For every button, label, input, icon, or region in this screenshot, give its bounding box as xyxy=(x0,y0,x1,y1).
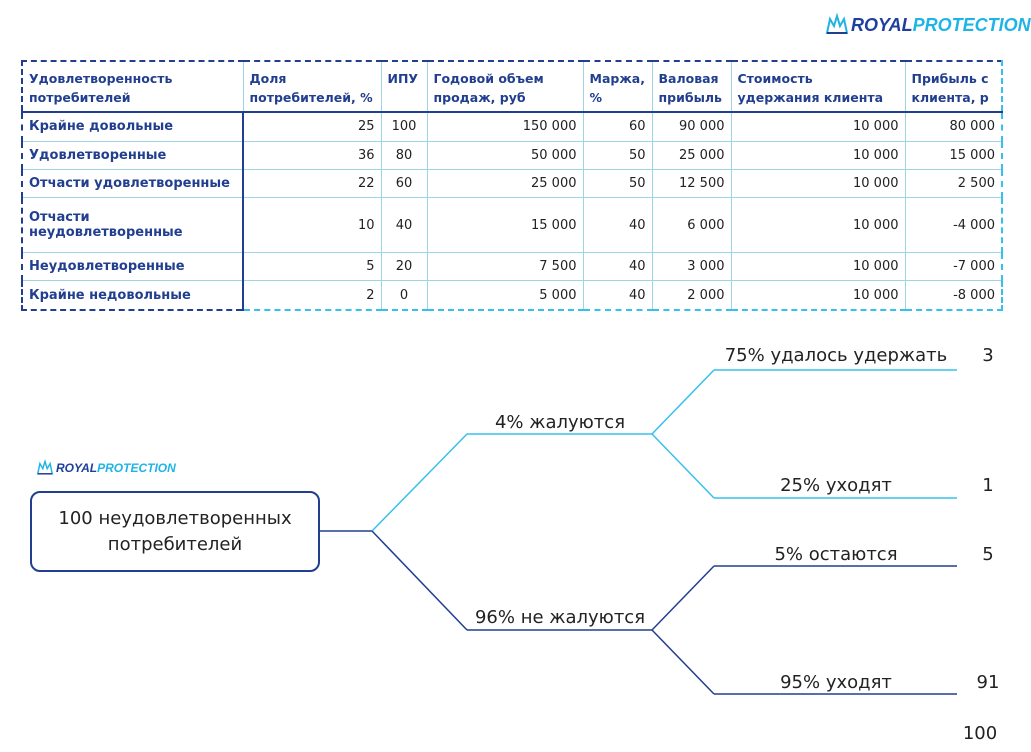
cell-margin: 40 xyxy=(583,281,652,310)
cell-share: 10 xyxy=(243,198,381,253)
row-label: Удовлетворенные xyxy=(22,141,243,169)
cell-gross-profit: 12 500 xyxy=(652,169,731,197)
cell-annual-sales: 150 000 xyxy=(427,112,583,141)
leaf-stay-label: 5% остаются xyxy=(774,544,898,565)
count-leave-2: 91 xyxy=(976,672,1000,693)
col-header-satisfaction: Удовлетворенность потребителей xyxy=(22,61,243,112)
cell-profit-per-client: -8 000 xyxy=(905,281,1002,310)
branch-complain-label: 4% жалуются xyxy=(494,412,626,433)
cell-margin: 60 xyxy=(583,112,652,141)
row-label: Крайне довольные xyxy=(22,112,243,141)
cell-gross-profit: 6 000 xyxy=(652,198,731,253)
row-label: Крайне недовольные xyxy=(22,281,243,310)
col-header-margin: Маржа, % xyxy=(583,61,652,112)
connector-root-to-complain xyxy=(372,434,467,531)
cell-annual-sales: 5 000 xyxy=(427,281,583,310)
row-label: Отчасти удовлетворенные xyxy=(22,169,243,197)
cell-annual-sales: 25 000 xyxy=(427,169,583,197)
col-header-share: Доля потребителей, % xyxy=(243,61,381,112)
cell-share: 36 xyxy=(243,141,381,169)
cell-ipu: 60 xyxy=(381,169,427,197)
cell-margin: 40 xyxy=(583,253,652,281)
connector-nocomplain-to-leave xyxy=(652,630,714,694)
cell-profit-per-client: -7 000 xyxy=(905,253,1002,281)
cell-gross-profit: 90 000 xyxy=(652,112,731,141)
cell-ipu: 0 xyxy=(381,281,427,310)
count-total: 100 xyxy=(962,723,998,744)
cell-retention-cost: 10 000 xyxy=(731,112,905,141)
cell-retention-cost: 10 000 xyxy=(731,169,905,197)
row-label: Отчасти неудовлетворенные xyxy=(22,198,243,253)
cell-retention-cost: 10 000 xyxy=(731,141,905,169)
connector-root-to-nocomplain xyxy=(372,531,467,630)
cell-annual-sales: 15 000 xyxy=(427,198,583,253)
connector-complain-to-leave xyxy=(652,434,714,498)
cell-profit-per-client: 15 000 xyxy=(905,141,1002,169)
cell-margin: 40 xyxy=(583,198,652,253)
row-label: Неудовлетворенные xyxy=(22,253,243,281)
col-header-retention-cost: Стоимость удержания клиента xyxy=(731,61,905,112)
cell-margin: 50 xyxy=(583,141,652,169)
cell-gross-profit: 3 000 xyxy=(652,253,731,281)
leaf-retained-label: 75% удалось удержать xyxy=(724,345,948,366)
cell-margin: 50 xyxy=(583,169,652,197)
cell-retention-cost: 10 000 xyxy=(731,253,905,281)
logo-text: ROYALPROTECTION xyxy=(56,461,176,475)
cell-share: 25 xyxy=(243,112,381,141)
cell-profit-per-client: -4 000 xyxy=(905,198,1002,253)
cell-annual-sales: 7 500 xyxy=(427,253,583,281)
cell-retention-cost: 10 000 xyxy=(731,281,905,310)
cell-share: 22 xyxy=(243,169,381,197)
count-leave-1: 1 xyxy=(982,475,994,496)
cell-gross-profit: 25 000 xyxy=(652,141,731,169)
crown-icon xyxy=(37,460,53,476)
connector-nocomplain-to-stay xyxy=(652,566,714,630)
tree-root-label: 100 неудовлетворенных потребителей xyxy=(58,507,292,555)
cell-share: 2 xyxy=(243,281,381,310)
cell-share: 5 xyxy=(243,253,381,281)
col-header-ipu: ИПУ xyxy=(381,61,427,112)
branch-no-complain-label: 96% не жалуются xyxy=(474,607,646,628)
leaf-leave-1-label: 25% уходят xyxy=(780,475,892,496)
cell-ipu: 40 xyxy=(381,198,427,253)
col-header-annual-sales: Годовой объем продаж, руб xyxy=(427,61,583,112)
cell-profit-per-client: 80 000 xyxy=(905,112,1002,141)
brand-logo-small xyxy=(37,460,176,476)
tree-root-box xyxy=(30,491,320,572)
leaf-leave-2-label: 95% уходят xyxy=(780,672,892,693)
connector-complain-to-retained xyxy=(652,370,714,434)
cell-profit-per-client: 2 500 xyxy=(905,169,1002,197)
count-retained: 3 xyxy=(982,345,994,366)
cell-ipu: 100 xyxy=(381,112,427,141)
cell-ipu: 20 xyxy=(381,253,427,281)
cell-gross-profit: 2 000 xyxy=(652,281,731,310)
cell-ipu: 80 xyxy=(381,141,427,169)
cell-retention-cost: 10 000 xyxy=(731,198,905,253)
col-header-gross-profit: Валовая прибыль xyxy=(652,61,731,112)
cell-annual-sales: 50 000 xyxy=(427,141,583,169)
col-header-profit-per-client: Прибыль с клиента, р xyxy=(905,61,1002,112)
count-stay: 5 xyxy=(982,544,994,565)
logo-text: ROYALPROTECTION xyxy=(851,14,1031,35)
